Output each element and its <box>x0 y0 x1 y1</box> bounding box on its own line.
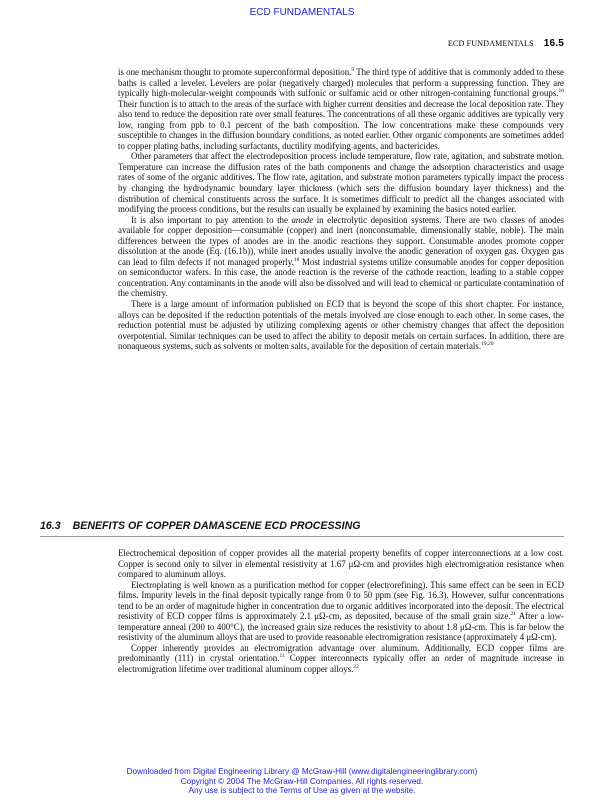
text-run: Copper inherently provides an electromigration advantage over aluminum. Additionally, ECD copper films are predominantly (111) in crystal orientation. <box>118 642 564 664</box>
paragraph-purification <box>118 580 564 643</box>
text-run: Electrochemical deposition of copper provides all the material property benefits of copper interconnections at a low cost. Copper is second only to silver in elemental resistivity at 1.67 μΩ-cm and provides high electromigration resistance when compared to aluminum alloys. <box>118 548 564 580</box>
text-run: There is a large amount of information published on ECD that is beyond the scope of this short chapter. For instance, alloys can be deposited if the reduction potentials of the metals involved are close enough to each other. In some cases, the reduction potential must be adjusted by utilizing complexing agents or other chemistry changes that affect the deposition overpotential. Similar techniques can be used to affect the ability to deposit metals on certain surfaces. In addition, there are nonaqueous systems, such as solvents or molten salts, available for the deposition of certain materials. <box>118 299 564 352</box>
text-run: is one mechanism thought to promote superconformal deposition. <box>118 67 352 77</box>
text-run: Electroplating is well known as a purification method for copper (electrorefining). This same effect can be seen in ECD films. Impurity levels in the final deposit typically range from 0 to 50 ppm (see Fig. 16.3). However, sulfur concentrations tend to be an order of magnitude higher in concentration due to organic additives incorporated into the deposit. The electrical resistivity of ECD copper films is approximately 2.1 μΩ-cm, as deposited, because of the small grain size. <box>118 579 564 622</box>
citation: 11 <box>279 653 285 660</box>
paragraph-parameters <box>118 151 564 214</box>
citation: 16 <box>558 88 564 95</box>
footer-terms-line[interactable]: Any use is subject to the Terms of Use as given at the website. <box>188 786 416 796</box>
paragraph-anodes <box>118 215 564 299</box>
running-head-title: ECD FUNDAMENTALS <box>447 39 534 48</box>
text-run: Their function is to attach to the areas of the surface with higher current densities and decrease the local deposition rate. They also tend to reduce the deposition rate over small features. The concentrations of all these organic additives are typically very low, ranging from ppb to 0.1 percent of the bath composition. The low concentrations make these compounds very susceptible to changes in the diffusion boundary conditions, as noted earlier. Other organic components are sometimes added to copper plating baths, including surfactants, ductility modifying agents, and bactericides. <box>118 98 564 151</box>
footer-copyright-line: Copyright © 2004 The McGraw-Hill Companies. All rights reserved. <box>180 776 424 786</box>
text-run: Other parameters that affect the electrodeposition process include temperature, flow rate, agitation, and substrate motion. Temperature can increase the diffusion rates of the bath components and change the adsorption characteristics and usage rates of some of the organic additives. The flow rate, agitation, and substrate motion parameters typically impact the process by changing the hydrodynamic boundary layer thickness (which sets the diffusion boundary layer thickness) and the distribution of chemical constituents across the surface. It is sometimes difficult to predict all the changes associated with modifying the process conditions, but the results can usually be explained by examining the basics noted earlier. <box>118 151 564 215</box>
body-text-top <box>118 67 564 352</box>
citation: 19,20 <box>481 341 494 348</box>
section-heading <box>40 520 564 537</box>
text-run: in electrolytic deposition systems. There are two classes of anodes available for copper deposition—consumable (copper) and inert (nonconsumable, dimensionally stable, noble). The main differences between the types of anodes are in the anodic reactions they support. Consumable anodes promote copper dissolution at the anode (Eq. (16.1b)), while inert anodes usually involve the anodic generation of oxygen gas. Oxygen gas can lead to film defects if not managed properly. <box>118 214 564 267</box>
running-head <box>448 38 564 49</box>
paragraph-electromigration <box>118 643 564 675</box>
text-run: After a low-temperature anneal (200 to 400°C), the increased grain size reduces the resistivity to about 1.8 μΩ-cm. This is far below the resistivity of the aluminum alloys that are used to provide reasonable electromigration resistance (approximately 4 μΩ-cm). <box>118 611 564 643</box>
footer-download-line[interactable]: Downloaded from Digital Engineering Library @ McGraw-Hill (www.digitalengineeringlibrary.com) <box>126 767 478 776</box>
paragraph-leveler <box>118 67 564 151</box>
citation: 18 <box>293 256 300 263</box>
top-banner: ECD FUNDAMENTALS <box>249 7 355 18</box>
section-number: 16.3 <box>40 520 61 532</box>
text-run: Copper interconnects typically offer an order of magnitude increase in electromigration lifetime over traditional aluminum copper alloys. <box>118 653 564 675</box>
text-run: The third type of additive that is commonly added to these baths is called a leveler. Levelers are polar (negatively charged) molecules that perform a suppressing function. They are typically high-molecular-weight compounds with sulfonic or sulfamic acid or other nitrogen-containing functional groups. <box>118 67 564 99</box>
paragraph-scope <box>118 299 564 352</box>
page-number: 16.5 <box>543 38 564 49</box>
citation: 21 <box>510 611 516 618</box>
body-text-bottom <box>118 548 564 675</box>
section-title: BENEFITS OF COPPER DAMASCENE ECD PROCESSING <box>72 520 361 532</box>
paragraph-benefits <box>118 548 564 580</box>
text-run: It is also important to pay attention to the <box>131 214 292 225</box>
citation: 22 <box>353 664 359 671</box>
emphasis-anode: anode <box>291 214 314 225</box>
citation: 9 <box>351 67 355 74</box>
footer <box>0 767 604 796</box>
text-run: Most industrial systems utilize consumable anodes for copper deposition on semiconductor wafers. In this case, the anode reaction is the reverse of the cathode reaction, leading to a stable copper concentration. Any contaminants in the anode will also be dissolved and will lead to chemical or particulate contamination of the chemistry. <box>118 256 564 299</box>
